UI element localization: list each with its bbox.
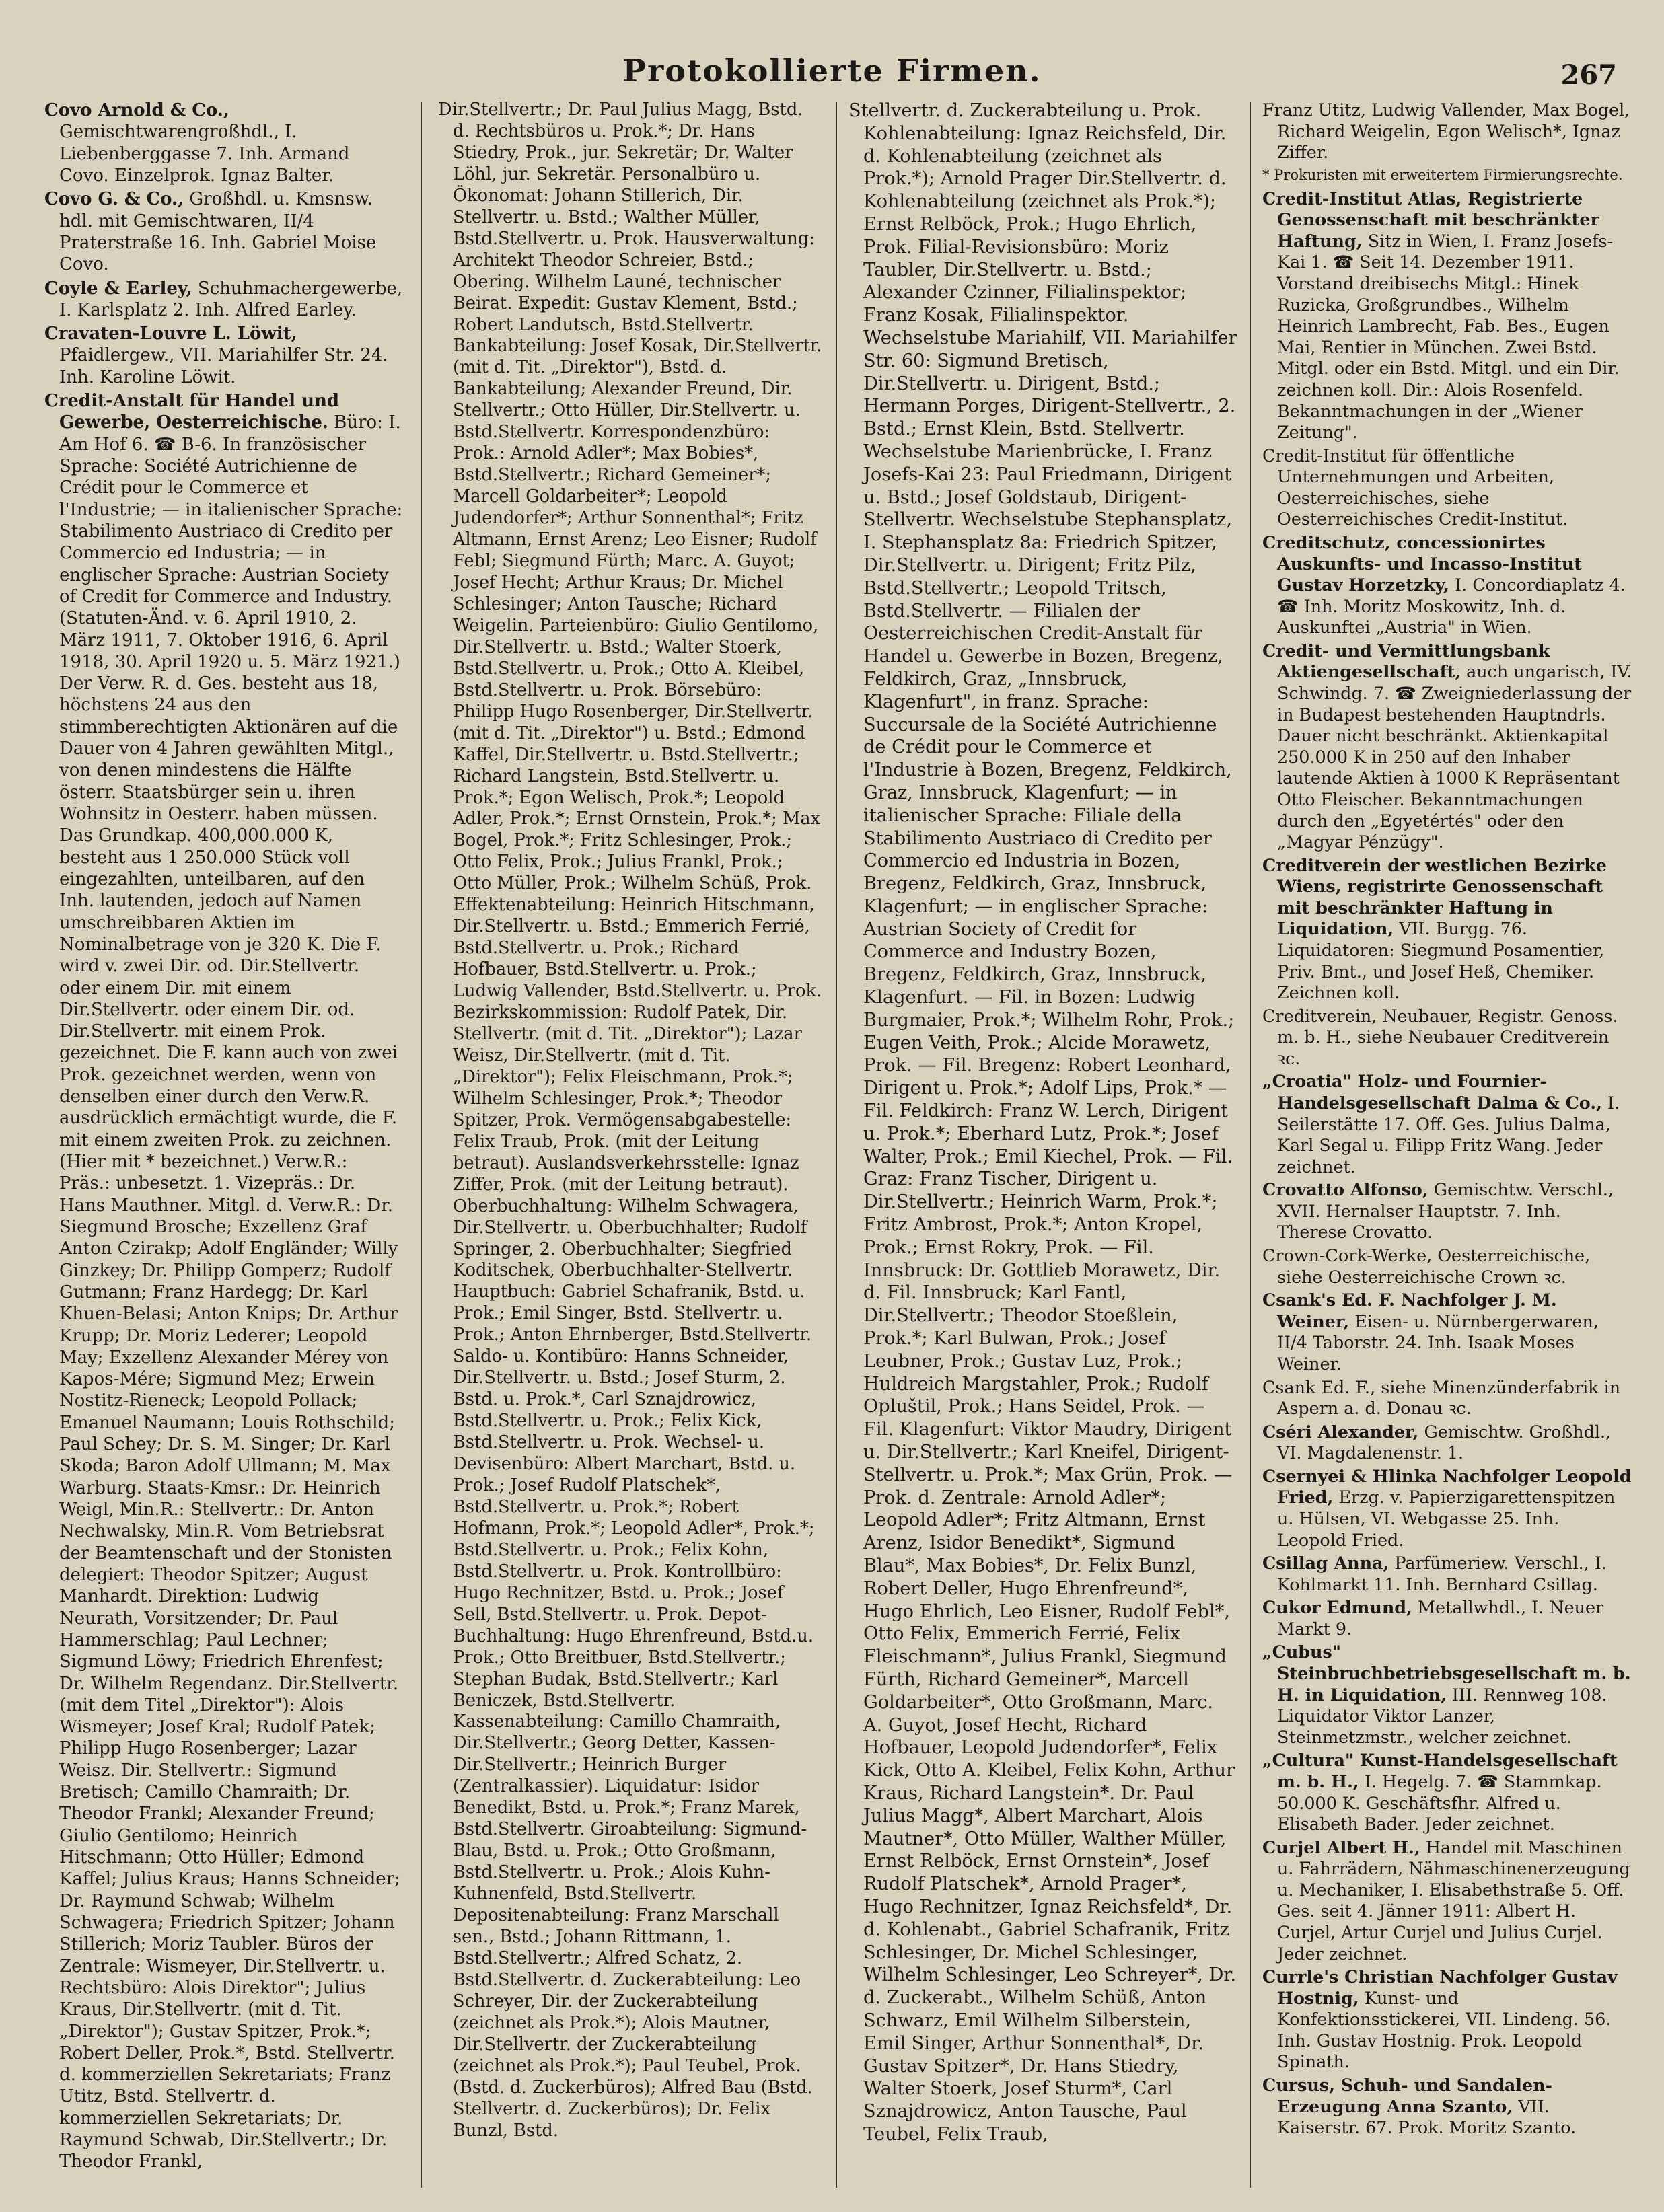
firm-entry [44, 188, 403, 275]
firm-details: Pfaidlergew., VII. Mariahilfer Str. 24. Inh. Karoline Löwit. [59, 345, 388, 388]
firm-name: Cséri Alexander, [1262, 1421, 1419, 1442]
firm-entry [1262, 1290, 1633, 1374]
firm-entry [1262, 1245, 1633, 1288]
firm-details: Erzg. v. Papierzigarettenspitzen u. Hülsen, VI. Webgasse 25. Inh. Leopold Fried. [1277, 1487, 1616, 1550]
firm-name: „Croatia" Holz- und Fournier-Handelsgesellschaft Dalma & Co., [1262, 1071, 1602, 1113]
firm-name: Csernyei & Hlinka Nachfolger Leopold Fried, [1262, 1465, 1632, 1508]
firm-name: Creditschutz, concessionirtes Auskunfts- und Incasso-Institut Gustav Horzetzky, [1262, 531, 1583, 595]
firm-entry [1262, 188, 1633, 443]
firm-details: VII. Kaiserstr. 67. Prok. Moritz Szanto. [1277, 2096, 1577, 2138]
firm-details: Dir.Stellvertr.; Dr. Paul Julius Magg, Bstd. d. Rechtsbüros u. Prok.*; Dr. Hans Stiedry, Prok., jur. Sekretär; Dr. Walter Löhl, jur. Sekretär. Personalbüro u. Ökonomat: Johann Stillerich, Dir. Stellvertr. u. Bstd.; Walther Müller, Bstd.Stellvertr. u. Prok. Hausverwaltung: Architekt Theodor Schreier, Bstd.; Obering. Wilhelm Launé, technischer Beirat. Expedit: Gustav Klement, Bstd.; Robert Landutsch, Bstd.Stellvertr. Bankabteilung: Josef Kosak, Dir.Stellvertr. (mit d. Tit. „Direktor"), Bstd. d. Bankabteilung; Alexander Freund, Dir. Stellvertr.; Otto Hüller, Dir.Stellvertr. u. Bstd.Stellvertr. Korrespondenzbüro: Prok.: Arnold Adler*; Max Bobies*, Bstd.Stellvertr.; Richard Gemeiner*; Marcell Goldarbeiter*; Leopold Judendorfer*; Arthur Sonnenthal*; Fritz Altmann, Ernst Arenz; Leo Eisner; Rudolf Febl; Siegmund Fürth; Marc. A. Guyot; Josef Hecht; Arthur Kraus; Dr. Michel Schlesinger; Anton Tausche; Richard Weigelin. Parteienbüro: Giulio Gentilomo, Dir.Stellvertr. u. Bstd.; Walter Stoerk, Bstd.Stellvertr. u. Prok.; Otto A. Kleibel, Bstd.Stellvertr. u. Prok. Börsebüro: Philipp Hugo Rosenberger, Dir.Stellvertr. (mit d. Tit. „Direktor") u. Bstd.; Edmond Kaffel, Dir.Stellvertr. u. Bstd.Stellvertr.; Richard Langstein, Bstd.Stellvertr. u. Prok.*; Egon Welisch, Prok.*; Leopold Adler, Prok.*; Ernst Ornstein, Prok.*; Max Bogel, Prok.*; Fritz Schlesinger, Prok.; Otto Felix, Prok.; Julius Frankl, Prok.; Otto Müller, Prok.; Wilhelm Schüß, Prok. Effektenabteilung: Heinrich Hitschmann, Dir.Stellvertr. u. Bstd.; Emmerich Ferrié, Bstd.Stellvertr. u. Prok.; Richard Hofbauer, Bstd.Stellvertr. u. Prok.; Ludwig Vallender, Bstd.Stellvertr. u. Prok. Bezirkskommission: Rudolf Patek, Dir. Stellvertr. (mit d. Tit. „Direktor"); Lazar Weisz, Dir.Stellvertr. (mit d. Tit. „Direktor"); Felix Fleischmann, Prok.*; Wilhelm Schlesinger, Prok.*; Theodor Spitzer, Prok. Vermögensabgabestelle: Felix Traub, Prok. (mit der Leitung betraut). Auslandsverkehrsstelle: Ignaz Ziffer, Prok. (mit der Leitung betraut). Oberbuchhaltung: Wilhelm Schwagera, Dir.Stellvertr. u. Oberbuchhalter; Rudolf Springer, 2. Oberbuchhalter; Siegfried Koditschek, Oberbuchhalter-Stellvertr. Hauptbuch: Gabriel Schafranik, Bstd. u. Prok.; Emil Singer, Bstd. Stellvertr. u. Prok.; Anton Ehrnberger, Bstd.Stellvertr. Saldo- u. Kontibüro: Hanns Schneider, Dir.Stellvertr. u. Bstd.; Josef Sturm, 2. Bstd. u. Prok.*, Carl Sznajdrowicz, Bstd.Stellvertr. u. Prok.; Felix Kick, Bstd.Stellvertr. u. Prok. Wechsel- u. Devisenbüro: Albert Marchart, Bstd. u. Prok.; Josef Rudolf Platschek*, Bstd.Stellvertr. u. Prok.*; Robert Hofmann, Prok.*; Leopold Adler*, Prok.*; Bstd.Stellvertr. u. Prok.; Felix Kohn, Bstd.Stellvertr. u. Prok. Kontrollbüro: Hugo Rechnitzer, Bstd. u. Prok.; Josef Sell, Bstd.Stellvertr. u. Prok. Depot-Buchhaltung: Hugo Ehrenfreund, Bstd.u. Prok.; Otto Breitbuer, Bstd.Stellvertr.; Stephan Budak, Bstd.Stellvertr.; Karl Beniczek, Bstd.Stellvertr. Kassenabteilung: Camillo Chamraith, Dir.Stellvertr.; Georg Detter, Kassen-Dir.Stellvertr.; Heinrich Burger (Zentralkassier). Liquidatur: Isidor Benedikt, Bstd. u. Prok.*; Franz Marek, Bstd.Stellvertr. Giroabteilung: Sigmund-Blau, Bstd. u. Prok.; Otto Großmann, Bstd.Stellvertr. u. Prok.; Alois Kuhn-Kuhnenfeld, Bstd.Stellvertr. Depositenabteilung: Franz Marschall sen., Bstd.; Johann Rittmann, 1. Bstd.Stellvertr.; Alfred Schatz, 2. Bstd.Stellvertr. d. Zuckerabteilung: Leo Schreyer, Dir. der Zuckerabteilung (zeichnet als Prok.*); Alois Mautner, Dir.Stellvertr. der Zuckerabteilung (zeichnet als Prok.*); Paul Teubel, Prok. (Bstd. d. Zuckerbüros); Alfred Bau (Bstd. Stellvertr. d. Zuckerbüros); Dr. Felix Bunzl, Bstd. [438, 100, 822, 2141]
firm-entry [1262, 1071, 1633, 1177]
firm-entry [1262, 2075, 1633, 2139]
running-title: Protokollierte Firmen. [622, 52, 1042, 89]
firm-entry [1262, 1377, 1633, 1420]
firm-entry [1262, 1837, 1633, 1964]
firm-name: Csank's Ed. F. Nachfolger J. M. Weiner, [1262, 1290, 1557, 1331]
firm-details: Sitz in Wien, I. Franz Josefs-Kai 1. ☎ Seit 14. Dezember 1911. Vorstand dreibisechs Mitgl.: Hinek Ruzicka, Großgrundbes., Wilhelm Heinrich Lambrecht, Fab. Bes., Eugen Mai, Rentier in München. Zwei Bstd. Mitgl. oder ein Bstd. Mitgl. und ein Dir. zeichnen koll. Dir.: Alois Rosenfeld. Bekanntmachungen in der „Wiener Zeitung". [1277, 230, 1620, 443]
firm-entry [1262, 1597, 1633, 1639]
firm-entry [1262, 1642, 1633, 1748]
firm-details: Schuhmachergewerbe, I. Karlsplatz 2. Inh. Alfred Earley. [59, 278, 403, 320]
firm-entry [44, 278, 403, 322]
firm-name: Covo G. & Co., [44, 189, 184, 210]
column-rule [1250, 102, 1251, 2188]
firm-name: Cursus, Schuh- und Sandalen-Erzeugung Anna Szanto, [1262, 2075, 1553, 2116]
firm-name: Creditverein der westlichen Bezirke Wiens, registrirte Genossenschaft mit beschränkter Haftung in Liquidation, [1262, 854, 1607, 939]
firm-entry [1262, 1966, 1633, 2073]
firm-entry [1262, 1006, 1633, 1070]
firm-name: Coyle & Earley, [44, 278, 192, 299]
firm-details: Csank Ed. F., siehe Minenzünderfabrik in Aspern a. d. Donau ꝛc. [1262, 1376, 1621, 1419]
column-4 [1258, 100, 1637, 2199]
firm-details: Parfümeriew. Verschl., I. Kohlmarkt 11. Inh. Bernhard Csillag. [1277, 1553, 1607, 1594]
firm-name: Covo Arnold & Co., [44, 100, 229, 120]
column-1 [40, 100, 407, 2199]
firm-name: Credit-Institut Atlas, Registrierte Genossenschaft mit beschränkter Haftung, [1262, 188, 1599, 251]
firm-details: Gemischtw. Großhdl., VI. Magdalenenstr. 1. [1277, 1421, 1612, 1463]
column-rule [836, 102, 837, 2188]
firm-entry [1262, 1553, 1633, 1595]
firm-details: Creditverein, Neubauer, Registr. Genoss. m. b. H., siehe Neubauer Creditverein ꝛc. [1262, 1005, 1618, 1068]
column-3 [844, 100, 1241, 2199]
firm-details: Franz Utitz, Ludwig Vallender, Max Bogel, Richard Weigelin, Egon Welisch*, Ignaz Ziffer. [1262, 100, 1630, 163]
firm-details: VII. Burgg. 76. Liquidatoren: Siegmund Posamentier, Priv. Bmt., und Josef Heß, Chemiker. Zeichnen koll. [1277, 918, 1605, 1003]
firm-details: I. Seilerstätte 17. Off. Ges. Julius Dalma, Karl Segal u. Filipp Fritz Wang. Jeder zeichnet. [1277, 1093, 1620, 1177]
firm-entry [1262, 640, 1633, 853]
page-header [0, 0, 1664, 101]
firm-entry [44, 323, 403, 388]
firm-entry [1262, 1179, 1633, 1243]
firm-entry [848, 100, 1237, 2146]
firm-entry [1262, 532, 1633, 638]
firm-entry [1262, 445, 1633, 530]
firm-entry [1262, 1750, 1633, 1835]
firm-name: Csillag Anna, [1262, 1553, 1389, 1574]
firm-name: Cukor Edmund, [1262, 1597, 1412, 1618]
firm-details: I. Concordiaplatz 4. ☎ Inh. Moritz Moskowitz, Inh. d. Auskunftei „Austria" in Wien. [1277, 575, 1626, 638]
firm-name: „Cubus" Steinbruchbetriebsgesellschaft m. b. H. in Liquidation, [1262, 1642, 1631, 1705]
firm-details: III. Rennweg 108. Liquidator Viktor Lanzer, Steinmetzmstr., welcher zeichnet. [1277, 1684, 1607, 1747]
firm-details: Credit-Institut für öffentliche Unternehmungen und Arbeiten, Oesterreichisches, siehe Oesterreichisches Credit-Institut. [1262, 445, 1568, 529]
firm-details: auch ungarisch, IV. Schwindg. 7. ☎ Zweigniederlassung der in Budapest bestehenden Hauptndrls. Dauer nicht beschränkt. Aktienkapital 250.000 K in 250 auf den Inhaber lautende Aktien à 1000 K Repräsentant Otto Fleischer. Bekanntmachungen durch den „Egyetértés" oder den „Magyar Pénzügy". [1277, 661, 1632, 852]
firm-details: Crown-Cork-Werke, Oesterreichische, siehe Oesterreichische Crown ꝛc. [1262, 1245, 1591, 1287]
firm-details: Handel mit Maschinen u. Fahrrädern, Nähmaschinenerzeugung u. Mechaniker, I. Elisabethstraße 5. Off. Ges. seit 4. Jänner 1911: Albert H. Curjel, Artur Curjel und Julius Curjel. Jeder zeichnet. [1277, 1837, 1630, 1964]
firm-details: Gemischtw. Verschl., XVII. Hernalser Hauptstr. 7. Inh. Therese Crovatto. [1277, 1179, 1614, 1243]
firm-entry [438, 100, 824, 2142]
column-rule [421, 102, 422, 2188]
firm-details: Kunst- und Konfektionsstickerei, VII. Lindeng. 56. Inh. Gustav Hostnig. Prok. Leopold Spinath. [1277, 1987, 1612, 2072]
firm-name: Cravaten-Louvre L. Löwit, [44, 324, 297, 344]
firm-entry [1262, 1466, 1633, 1551]
column-2 [434, 100, 828, 2199]
firm-details: Eisen- u. Nürnbergerwaren, II/4 Taborstr. 24. Inh. Isaak Moses Weiner. [1277, 1311, 1599, 1374]
firm-details: Großhdl. u. Kmsnsw. hdl. mit Gemischtwaren, II/4 Praterstraße 16. Inh. Gabriel Moise Covo. [59, 189, 377, 275]
firm-entry [44, 390, 403, 2173]
firm-name: „Cultura" Kunst-Handelsgesellschaft m. b. H., [1262, 1750, 1618, 1792]
firm-name: Credit- und Vermittlungsbank Aktiengesellschaft, [1262, 640, 1550, 682]
firm-entry [1262, 855, 1633, 1004]
firm-entry [1262, 166, 1633, 184]
firm-name: Credit-Anstalt für Handel und Gewerbe, Oesterreichische. [44, 391, 340, 433]
firm-name: Curjel Albert H., [1262, 1837, 1420, 1857]
firm-details: I. Hegelg. 7. ☎ Stammkap. 50.000 K. Geschäftsfhr. Alfred u. Elisabeth Bader. Jeder zeichnet. [1277, 1771, 1602, 1835]
directory-columns [40, 100, 1637, 2199]
firm-entry [1262, 1422, 1633, 1464]
firm-name: Crovatto Alfonso, [1262, 1179, 1428, 1200]
firm-details: * Prokuristen mit erweitertem Firmierungsrechte. [1262, 166, 1623, 183]
page-number: 267 [1560, 59, 1617, 91]
firm-name: Currle's Christian Nachfolger Gustav Hostnig, [1262, 1966, 1618, 2008]
firm-details: Metallwhdl., I. Neuer Markt 9. [1277, 1597, 1604, 1639]
firm-details: Stellvertr. d. Zuckerabteilung u. Prok. Kohlenabteilung: Ignaz Reichsfeld, Dir. d. Kohlenabteilung (zeichnet als Prok.*); Arnold Prager Dir.Stellvertr. d. Kohlenabteilung (zeichnet als Prok.*); Ernst Relböck, Prok.; Hugo Ehrlich, Prok. Filial-Revisionsbüro: Moriz Taubler, Dir.Stellvertr. u. Bstd.; Alexander Czinner, Filialinspektor; Franz Kosak, Filialinspektor. Wechselstube Mariahilf, VII. Mariahilfer Str. 60: Sigmund Bretisch, Dir.Stellvertr. u. Dirigent, Bstd.; Hermann Porges, Dirigent-Stellvertr., 2. Bstd.; Ernst Klein, Bstd. Stellvertr. Wechselstube Marienbrücke, I. Franz Josefs-Kai 23: Paul Friedmann, Dirigent u. Bstd.; Josef Goldstaub, Dirigent-Stellvertr. Wechselstube Stephansplatz, I. Stephansplatz 8a: Friedrich Spitzer, Dir.Stellvertr. u. Dirigent; Fritz Pilz, Bstd.Stellvertr.; Leopold Tritsch, Bstd.Stellvertr. — Filialen der Oesterreichischen Credit-Anstalt für Handel u. Gewerbe in Bozen, Bregenz, Feldkirch, Graz, „Innsbruck, Klagenfurt", in franz. Sprache: Succursale de la Société Autrichienne de Crédit pour le Commerce et l'Industrie à Bozen, Bregenz, Feldkirch, Graz, Innsbruck, Klagenfurt; — in italienischer Sprache: Filiale della Stabilimento Austriaco di Credito per Commercio ed Industria in Bozen, Bregenz, Feldkirch, Graz, Innsbruck, Klagenfurt; — in englischer Sprache: Austrian Society of Credit for Commerce and Industry Bozen, Bregenz, Feldkirch, Graz, Innsbruck, Klagenfurt. — Fil. in Bozen: Ludwig Burgmaier, Prok.*; Wilhelm Rohr, Prok.; Eugen Veith, Prok.; Alcide Morawetz, Prok. — Fil. Bregenz: Robert Leonhard, Dirigent u. Prok.*; Adolf Lips, Prok.* — Fil. Feldkirch: Franz W. Lerch, Dirigent u. Prok.*; Eberhard Lutz, Prok.*; Josef Walter, Prok.; Emil Kiechel, Prok. — Fil. Graz: Franz Tischer, Dirigent u. Dir.Stellvertr.; Heinrich Warm, Prok.*; Fritz Ambrost, Prok.*; Anton Kropel, Prok.; Ernst Rokry, Prok. — Fil. Innsbruck: Dr. Gottlieb Morawetz, Dir. d. Fil. Innsbruck; Karl Fantl, Dir.Stellvertr.; Theodor Stoeßlein, Prok.*; Karl Bulwan, Prok.; Josef Leubner, Prok.; Gustav Luz, Prok.; Huldreich Margstahler, Prok.; Rudolf Opluštil, Prok.; Hans Seidel, Prok. — Fil. Klagenfurt: Viktor Maudry, Dirigent u. Dir.Stellvertr.; Karl Kneifel, Dirigent-Stellvertr. u. Prok.*; Max Grün, Prok. — Prok. d. Zentrale: Arnold Adler*; Leopold Adler*; Fritz Altmann, Ernst Arenz, Isidor Benedikt*, Sigmund Blau*, Max Bobies*, Dr. Felix Bunzl, Robert Deller, Hugo Ehrenfreund*, Hugo Ehrlich, Leo Eisner, Rudolf Febl*, Otto Felix, Emmerich Ferrié, Felix Fleischmann*, Julius Frankl, Siegmund Fürth, Richard Gemeiner*, Marcell Goldarbeiter*, Otto Großmann, Marc. A. Guyot, Josef Hecht, Richard Hofbauer, Leopold Judendorfer*, Felix Kick, Otto A. Kleibel, Felix Kohn, Arthur Kraus, Richard Langstein*. Dr. Paul Julius Magg*, Albert Marchart, Alois Mautner*, Otto Müller, Walther Müller, Ernst Relböck, Ernst Ornstein*, Josef Rudolf Platschek*, Arnold Prager*, Hugo Rechnitzer, Ignaz Reichsfeld*, Dr. d. Kohlenabt., Gabriel Schafranik, Fritz Schlesinger, Dr. Michel Schlesinger, Wilhelm Schlesinger, Leo Schreyer*, Dr. d. Zuckerabt., Wilhelm Schüß, Anton Schwarz, Emil Wilhelm Silberstein, Emil Singer, Arthur Sonnenthal*, Dr. Gustav Spitzer*, Dr. Hans Stiedry, Walter Stoerk, Josef Sturm*, Carl Sznajdrowicz, Anton Tausche, Paul Teubel, Felix Traub, [848, 100, 1237, 2145]
firm-entry [1262, 100, 1633, 163]
firm-entry [44, 100, 403, 186]
firm-details: Büro: I. Am Hof 6. ☎ B-6. In französischer Sprache: Société Autrichienne de Crédit pour le Commerce et l'Industrie; — in italienischer Sprache: Stabilimento Austriaco di Credito per Commercio ed Industria; — in englischer Sprache: Austrian Society of Credit for Commerce and Industry. (Statuten-Änd. v. 6. April 1910, 2. März 1911, 7. Oktober 1916, 6. April 1918, 30. April 1920 u. 5. März 1921.) Der Verw. R. d. Ges. besteht aus 18, höchstens 24 aus den stimmberechtigten Aktionären auf die Dauer von 4 Jahren gewählten Mitgl., von denen mindestens die Hälfte österr. Staatsbürger sein u. ihren Wohnsitz in Oesterr. haben müssen. Das Grundkap. 400,000.000 K, besteht aus 1 250.000 Stück voll eingezahlten, unteilbaren, auf den Inh. lautenden, jedoch auf Namen umschreibbaren Aktien im Nominalbetrage von je 320 K. Die F. wird v. zwei Dir. od. Dir.Stellvertr. oder einem Dir. mit einem Dir.Stellvertr. oder einem Dir. od. Dir.Stellvertr. mit einem Prok. gezeichnet. Die F. kann auch von zwei Prok. gezeichnet werden, wenn von denselben einer durch den Verw.R. ausdrücklich ermächtigt wurde, die F. mit einem zweiten Prok. zu zeichnen. (Hier mit * bezeichnet.) Verw.R.: Präs.: unbesetzt. 1. Vizepräs.: Dr. Hans Mauthner. Mitgl. d. Verw.R.: Dr. Siegmund Brosche; Exzellenz Graf Anton Czirakp; Adolf Engländer; Willy Ginzkey; Dr. Philipp Gomperz; Rudolf Gutmann; Franz Hardegg; Dr. Karl Khuen-Belasi; Anton Knips; Dr. Arthur Krupp; Dr. Moriz Lederer; Leopold May; Exzellenz Alexander Mérey von Kapos-Mére; Sigmund Mez; Erwein Nostitz-Rieneck; Leopold Pollack; Emanuel Naumann; Louis Rothschild; Paul Schey; Dr. S. M. Singer; Dr. Karl Skoda; Baron Adolf Ullmann; M. Max Warburg. Staats-Kmsr.: Dr. Heinrich Weigl, Min.R.: Stellvertr.: Dr. Anton Nechwalsky, Min.R. Vom Betriebsrat der Beamtenschaft und der Stonisten delegiert: Theodor Spitzer; August Manhardt. Direktion: Ludwig Neurath, Vorsitzender; Dr. Paul Hammerschlag; Paul Lechner; Sigmund Löwy; Friedrich Ehrenfest; Dr. Wilhelm Regendanz. Dir.Stellvertr. (mit dem Titel „Direktor"): Alois Wismeyer; Josef Kral; Rudolf Patek; Philipp Hugo Rosenberger; Lazar Weisz. Dir. Stellvertr.: Sigmund Bretisch; Camillo Chamraith; Dr. Theodor Frankl; Alexander Freund; Giulio Gentilomo; Heinrich Hitschmann; Otto Hüller; Edmond Kaffel; Julius Kraus; Hanns Schneider; Dr. Raymund Schwab; Wilhelm Schwagera; Friedrich Spitzer; Johann Stillerich; Moriz Taubler. Büros der Zentrale: Wismeyer, Dir.Stellvertr. u. Rechtsbüro: Alois Direktor"; Julius Kraus, Dir.Stellvertr. (mit d. Tit. „Direktor"); Gustav Spitzer, Prok.*; Robert Deller, Prok.*, Bstd. Stellvertr. d. kommerziellen Sekretariats; Franz Utitz, Bstd. Stellvertr. d. kommerziellen Sekretariats; Dr. Raymund Schwab, Dir.Stellvertr.; Dr. Theodor Frankl, [59, 412, 403, 2172]
firm-details: Gemischtwarengroßhdl., I. Liebenberggasse 7. Inh. Armand Covo. Einzelprok. Ignaz Balter. [59, 122, 350, 186]
